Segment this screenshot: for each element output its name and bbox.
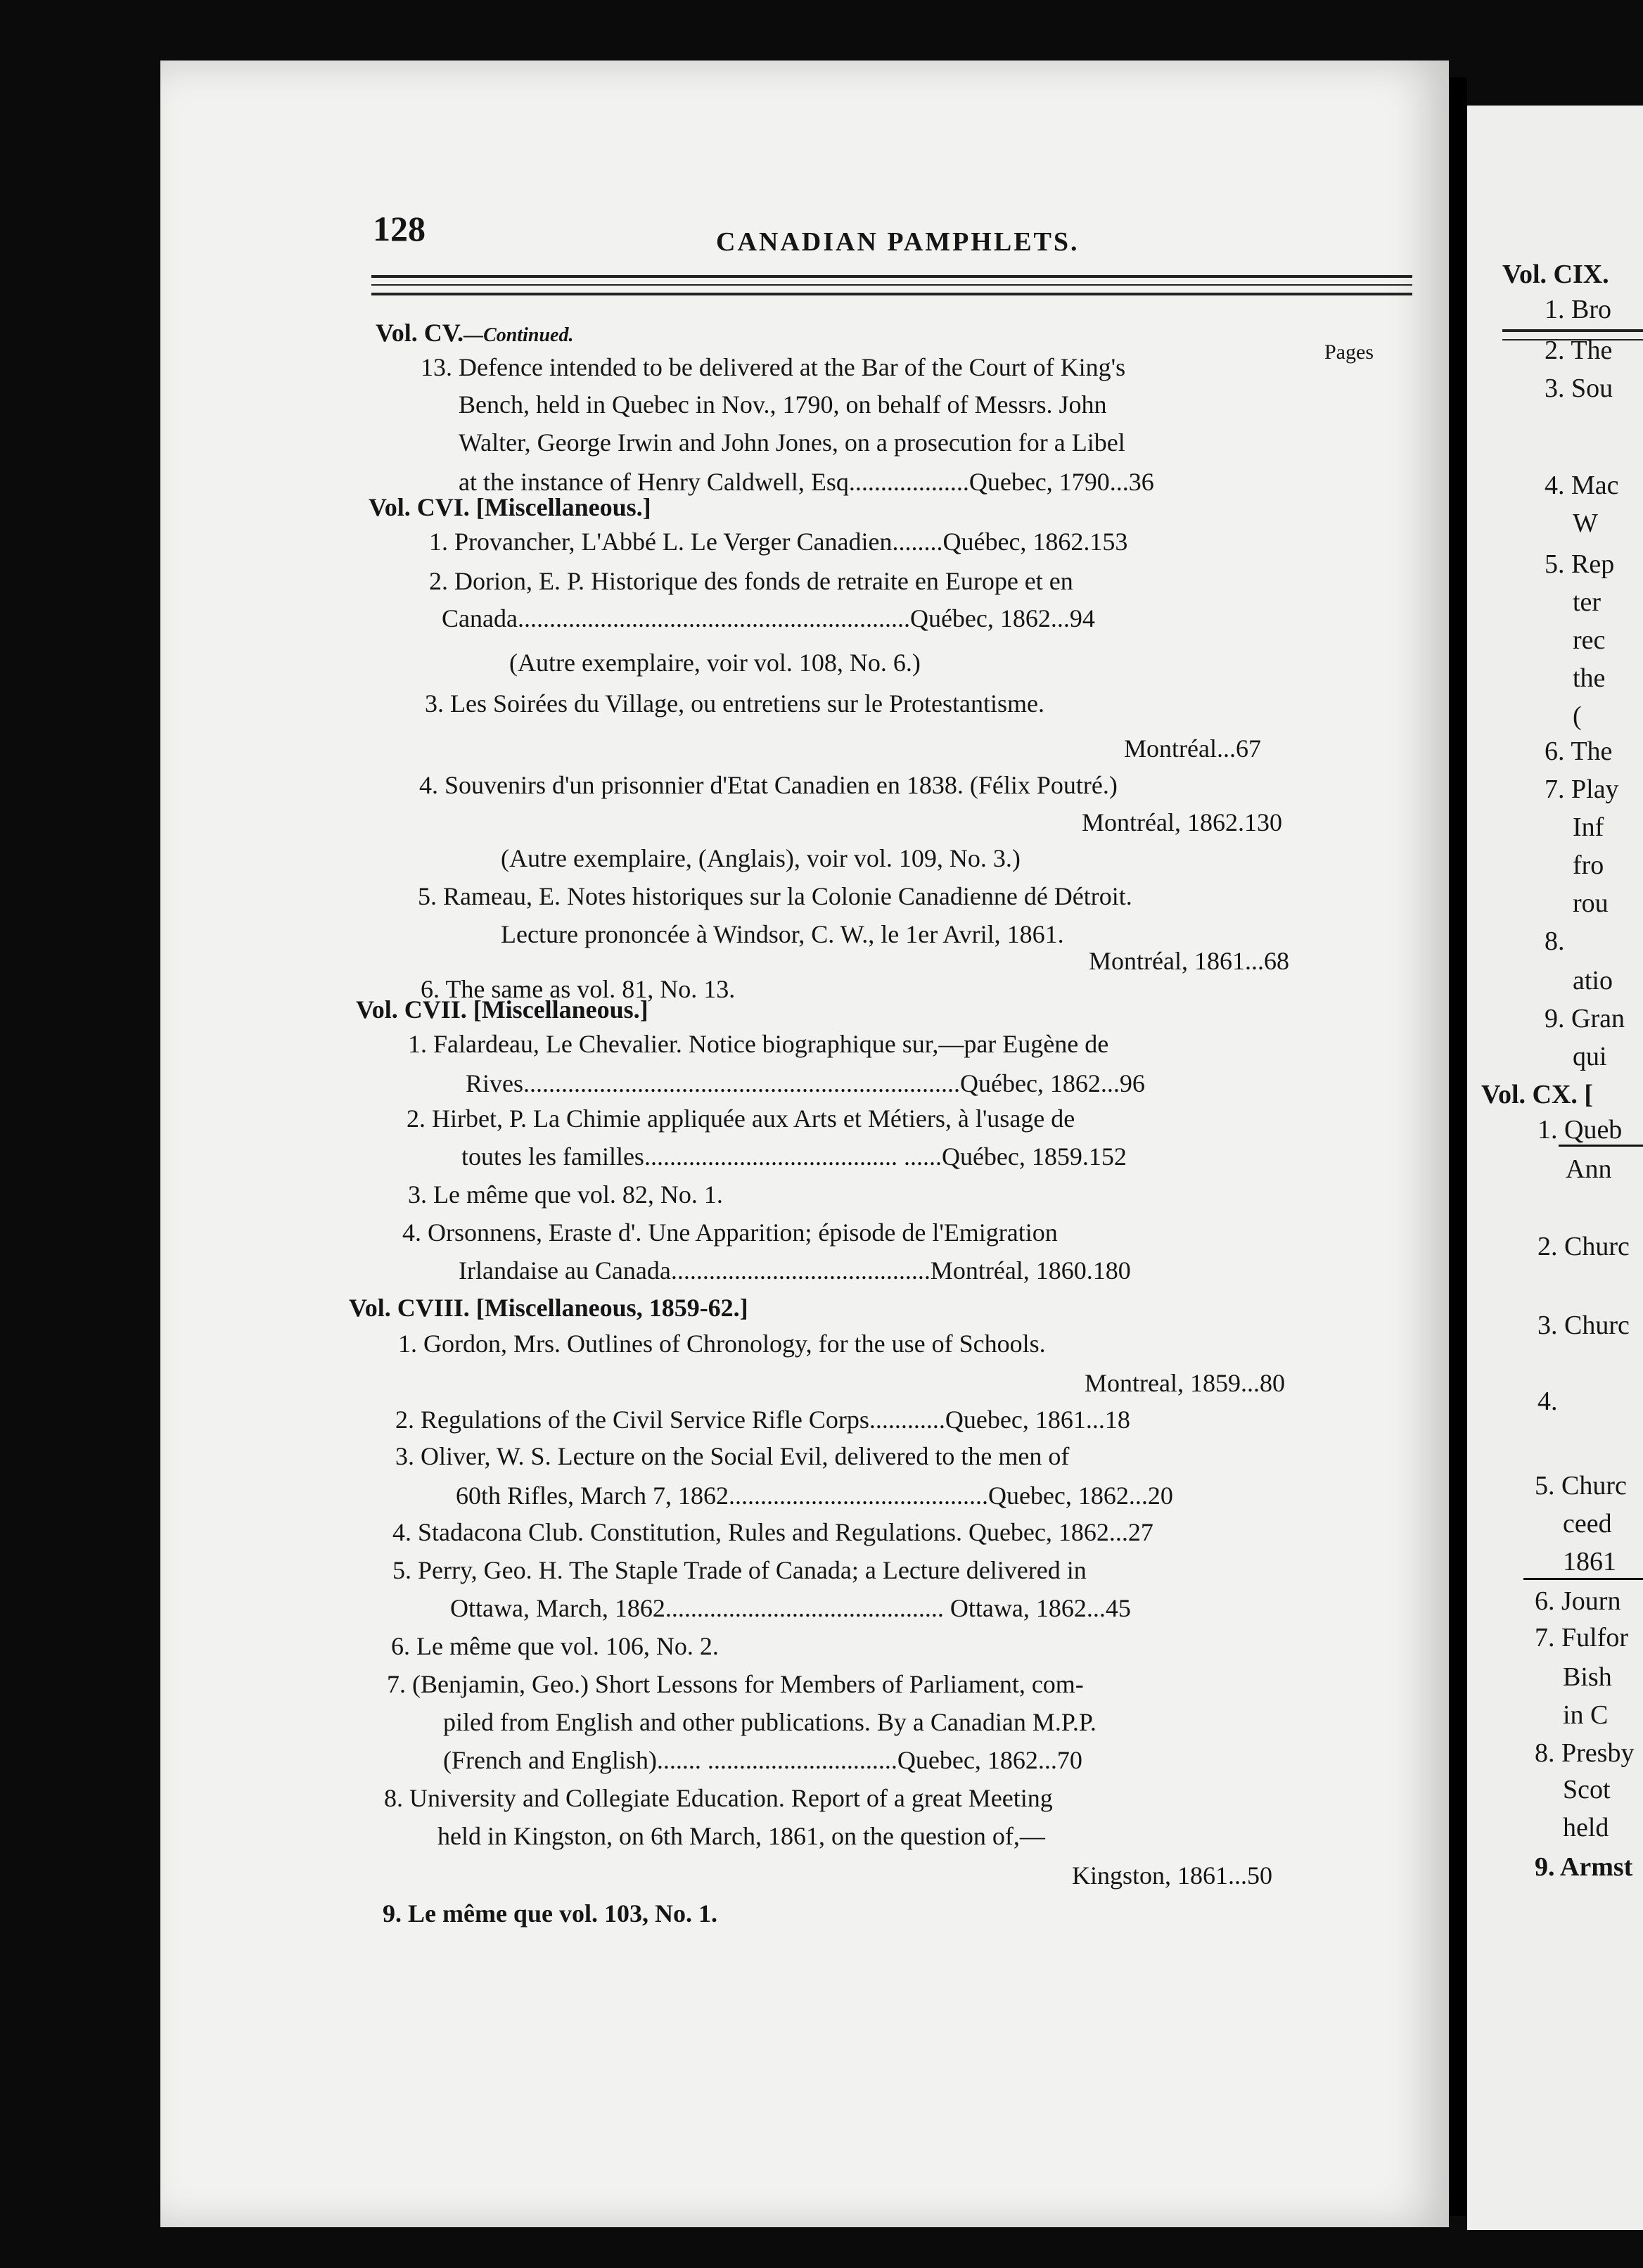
vol-cvi-line: 2. Dorion, E. P. Historique des fonds de retraite en Europe et en [429,567,1073,595]
vol-cvi-line: Canada..............................................................Québec, 1862...94 [442,604,1095,632]
vol-cv-line: Walter, George Irwin and John Jones, on a prosecution for a Libel [459,428,1125,457]
adjacent-page-line: Bish [1563,1662,1612,1692]
adjacent-page-line: Vol. CX. [ [1481,1080,1594,1109]
adjacent-page-line: ( [1573,701,1582,731]
book-spine-shadow [1449,77,1467,2216]
vol-cvii-line: Rives.....................................................................Québec, 1862...96 [466,1069,1145,1097]
adjacent-dash-4 [1523,1578,1643,1580]
adjacent-page-line: W [1573,509,1598,538]
vol-cvii-line: 2. Hirbet, P. La Chimie appliquée aux Arts et Métiers, à l'usage de [407,1104,1075,1133]
adjacent-page-line: rec [1573,625,1606,655]
adjacent-page-line: rou [1573,888,1609,918]
vol-cviii-line: piled from English and other publications. By a Canadian M.P.P. [443,1708,1097,1736]
header-rule-bottom [371,293,1412,295]
vol-cvi-line: 1. Provancher, L'Abbé L. Le Verger Canadien........Québec, 1862.153 [429,528,1128,556]
adjacent-page-line: 9. Gran [1545,1004,1625,1033]
header-rule-top [371,275,1412,278]
vol-cviii-line: 4. Stadacona Club. Constitution, Rules and Regulations. Quebec, 1862...27 [392,1518,1153,1546]
vol-cv-line: Bench, held in Quebec in Nov., 1790, on behalf of Messrs. John [459,390,1107,419]
adjacent-page-line: 1. Queb [1537,1115,1623,1145]
adjacent-page-line: 4. Mac [1545,471,1619,500]
vol-cvi-line: Lecture prononcée à Windsor, C. W., le 1er Avril, 1861. [501,920,1064,948]
adjacent-page-line: in C [1563,1700,1609,1730]
page-number: 128 [373,209,426,248]
vol-cviii-heading: Vol. CVIII. [Miscellaneous, 1859-62.] [349,1294,748,1322]
vol-cvi-heading: Vol. CVI. [Miscellaneous.] [369,493,651,521]
vol-cvi-line: (Autre exemplaire, (Anglais), voir vol. 109, No. 3.) [501,844,1021,872]
vol-cviii-line: held in Kingston, on 6th March, 1861, on the question of,— [437,1822,1045,1850]
adjacent-page-line: 3. Sou [1545,374,1613,403]
running-head: CANADIAN PAMPHLETS. [716,227,1080,257]
vol-cvii-line: toutes les familles........................................ ......Québec, 1859.152 [461,1142,1127,1171]
vol-cvi-line: 6. The same as vol. 81, No. 13. [421,975,736,1003]
vol-cv-continued: —Continued. [464,324,574,346]
adjacent-page-line: Inf [1573,813,1604,842]
adjacent-page-line: 5. Rep [1545,549,1615,579]
adjacent-page-line: 9. Armst [1535,1852,1633,1882]
adjacent-page-line: 7. Fulfor [1535,1623,1628,1652]
adjacent-page-line: 8. [1545,926,1565,956]
adjacent-page-line: atio [1573,966,1613,995]
vol-cv-heading [376,318,573,348]
adjacent-page-line: ceed [1563,1509,1612,1538]
vol-cviii-line: 9. Le même que vol. 103, No. 1. [383,1899,717,1928]
vol-cviii-line: 60th Rifles, March 7, 1862.........................................Quebec, 1862...20 [456,1482,1173,1510]
vol-cviii-line: Kingston, 1861...50 [1072,1861,1273,1890]
vol-cvi-line: 4. Souvenirs d'un prisonnier d'Etat Canadien en 1838. (Félix Poutré.) [419,771,1118,799]
vol-cviii-line: 8. University and Collegiate Education. Report of a great Meeting [384,1784,1053,1812]
vol-cvi-line: (Autre exemplaire, voir vol. 108, No. 6.) [509,649,921,677]
vol-cvi-line: 3. Les Soirées du Village, ou entretiens sur le Protestantisme. [425,689,1044,718]
adjacent-page-line: 5. Churc [1535,1471,1627,1501]
adjacent-page-line: ter [1573,587,1602,617]
adjacent-page-line: Vol. CIX. [1502,260,1609,289]
vol-cviii-line: Ottawa, March, 1862............................................ Ottawa, 1862...45 [450,1594,1131,1622]
adjacent-page-line: 4. [1537,1387,1558,1416]
header-rule-middle [371,284,1412,286]
adjacent-page-line: 1. Bro [1545,295,1611,324]
adjacent-page-line: Scot [1563,1775,1611,1804]
adjacent-page-line: 6. Journ [1535,1586,1621,1616]
vol-cviii-line: Montreal, 1859...80 [1085,1369,1285,1397]
pages-label: Pages [1324,340,1374,364]
adjacent-page-line: 2. Churc [1537,1232,1630,1261]
vol-cviii-line: 6. Le même que vol. 106, No. 2. [391,1632,719,1660]
next-page-header-rule [1502,329,1643,332]
adjacent-dash-8 [1559,1145,1643,1147]
vol-cvii-line: Irlandaise au Canada.........................................Montréal, 1860.180 [459,1256,1131,1285]
vol-cviii-line: 5. Perry, Geo. H. The Staple Trade of Canada; a Lecture delivered in [392,1556,1087,1584]
adjacent-page-line: 8. Presby [1535,1738,1635,1768]
vol-cvi-line: Montréal...67 [1124,734,1261,763]
adjacent-page-line: 2. The [1545,336,1613,365]
adjacent-page-line: 7. Play [1545,775,1619,804]
vol-cviii-line: 3. Oliver, W. S. Lecture on the Social Evil, delivered to the men of [395,1442,1070,1470]
adjacent-page-line: the [1573,663,1606,693]
vol-cviii-line: 1. Gordon, Mrs. Outlines of Chronology, for the use of Schools. [398,1330,1046,1358]
vol-cv-line: 13. Defence intended to be delivered at the Bar of the Court of King's [421,353,1126,381]
adjacent-page-line: 6. The [1545,737,1613,766]
adjacent-page-line: 3. Churc [1537,1311,1630,1340]
vol-cviii-line: (French and English)....... ..............................Quebec, 1862...70 [443,1746,1082,1774]
adjacent-page-line: qui [1573,1042,1607,1071]
vol-cviii-line: 7. (Benjamin, Geo.) Short Lessons for Members of Parliament, com- [387,1670,1084,1698]
vol-cvi-line: Montréal, 1861...68 [1089,947,1289,975]
vol-cvii-line: 4. Orsonnens, Eraste d'. Une Apparition; épisode de l'Emigration [402,1218,1058,1247]
vol-cvi-line: 5. Rameau, E. Notes historiques sur la Colonie Canadienne dé Détroit. [418,882,1132,910]
adjacent-page-line: held [1563,1813,1609,1842]
adjacent-page-line: Ann [1566,1154,1612,1184]
vol-cvii-line: 1. Falardeau, Le Chevalier. Notice biographique sur,—par Eugène de [408,1030,1109,1058]
vol-cv-title: Vol. CV. [376,319,464,347]
vol-cvii-heading: Vol. CVII. [Miscellaneous.] [356,995,648,1024]
adjacent-page-fragment [1467,106,1643,2230]
adjacent-page-line: 1861 [1563,1547,1616,1576]
document-page [160,60,1449,2227]
vol-cviii-line: 2. Regulations of the Civil Service Rifle Corps............Quebec, 1861...18 [395,1406,1130,1434]
vol-cvii-line: 3. Le même que vol. 82, No. 1. [408,1180,723,1209]
vol-cvi-line: Montréal, 1862.130 [1082,808,1282,836]
vol-cv-line: at the instance of Henry Caldwell, Esq...................Quebec, 1790...36 [459,468,1154,496]
adjacent-page-line: fro [1573,850,1604,880]
